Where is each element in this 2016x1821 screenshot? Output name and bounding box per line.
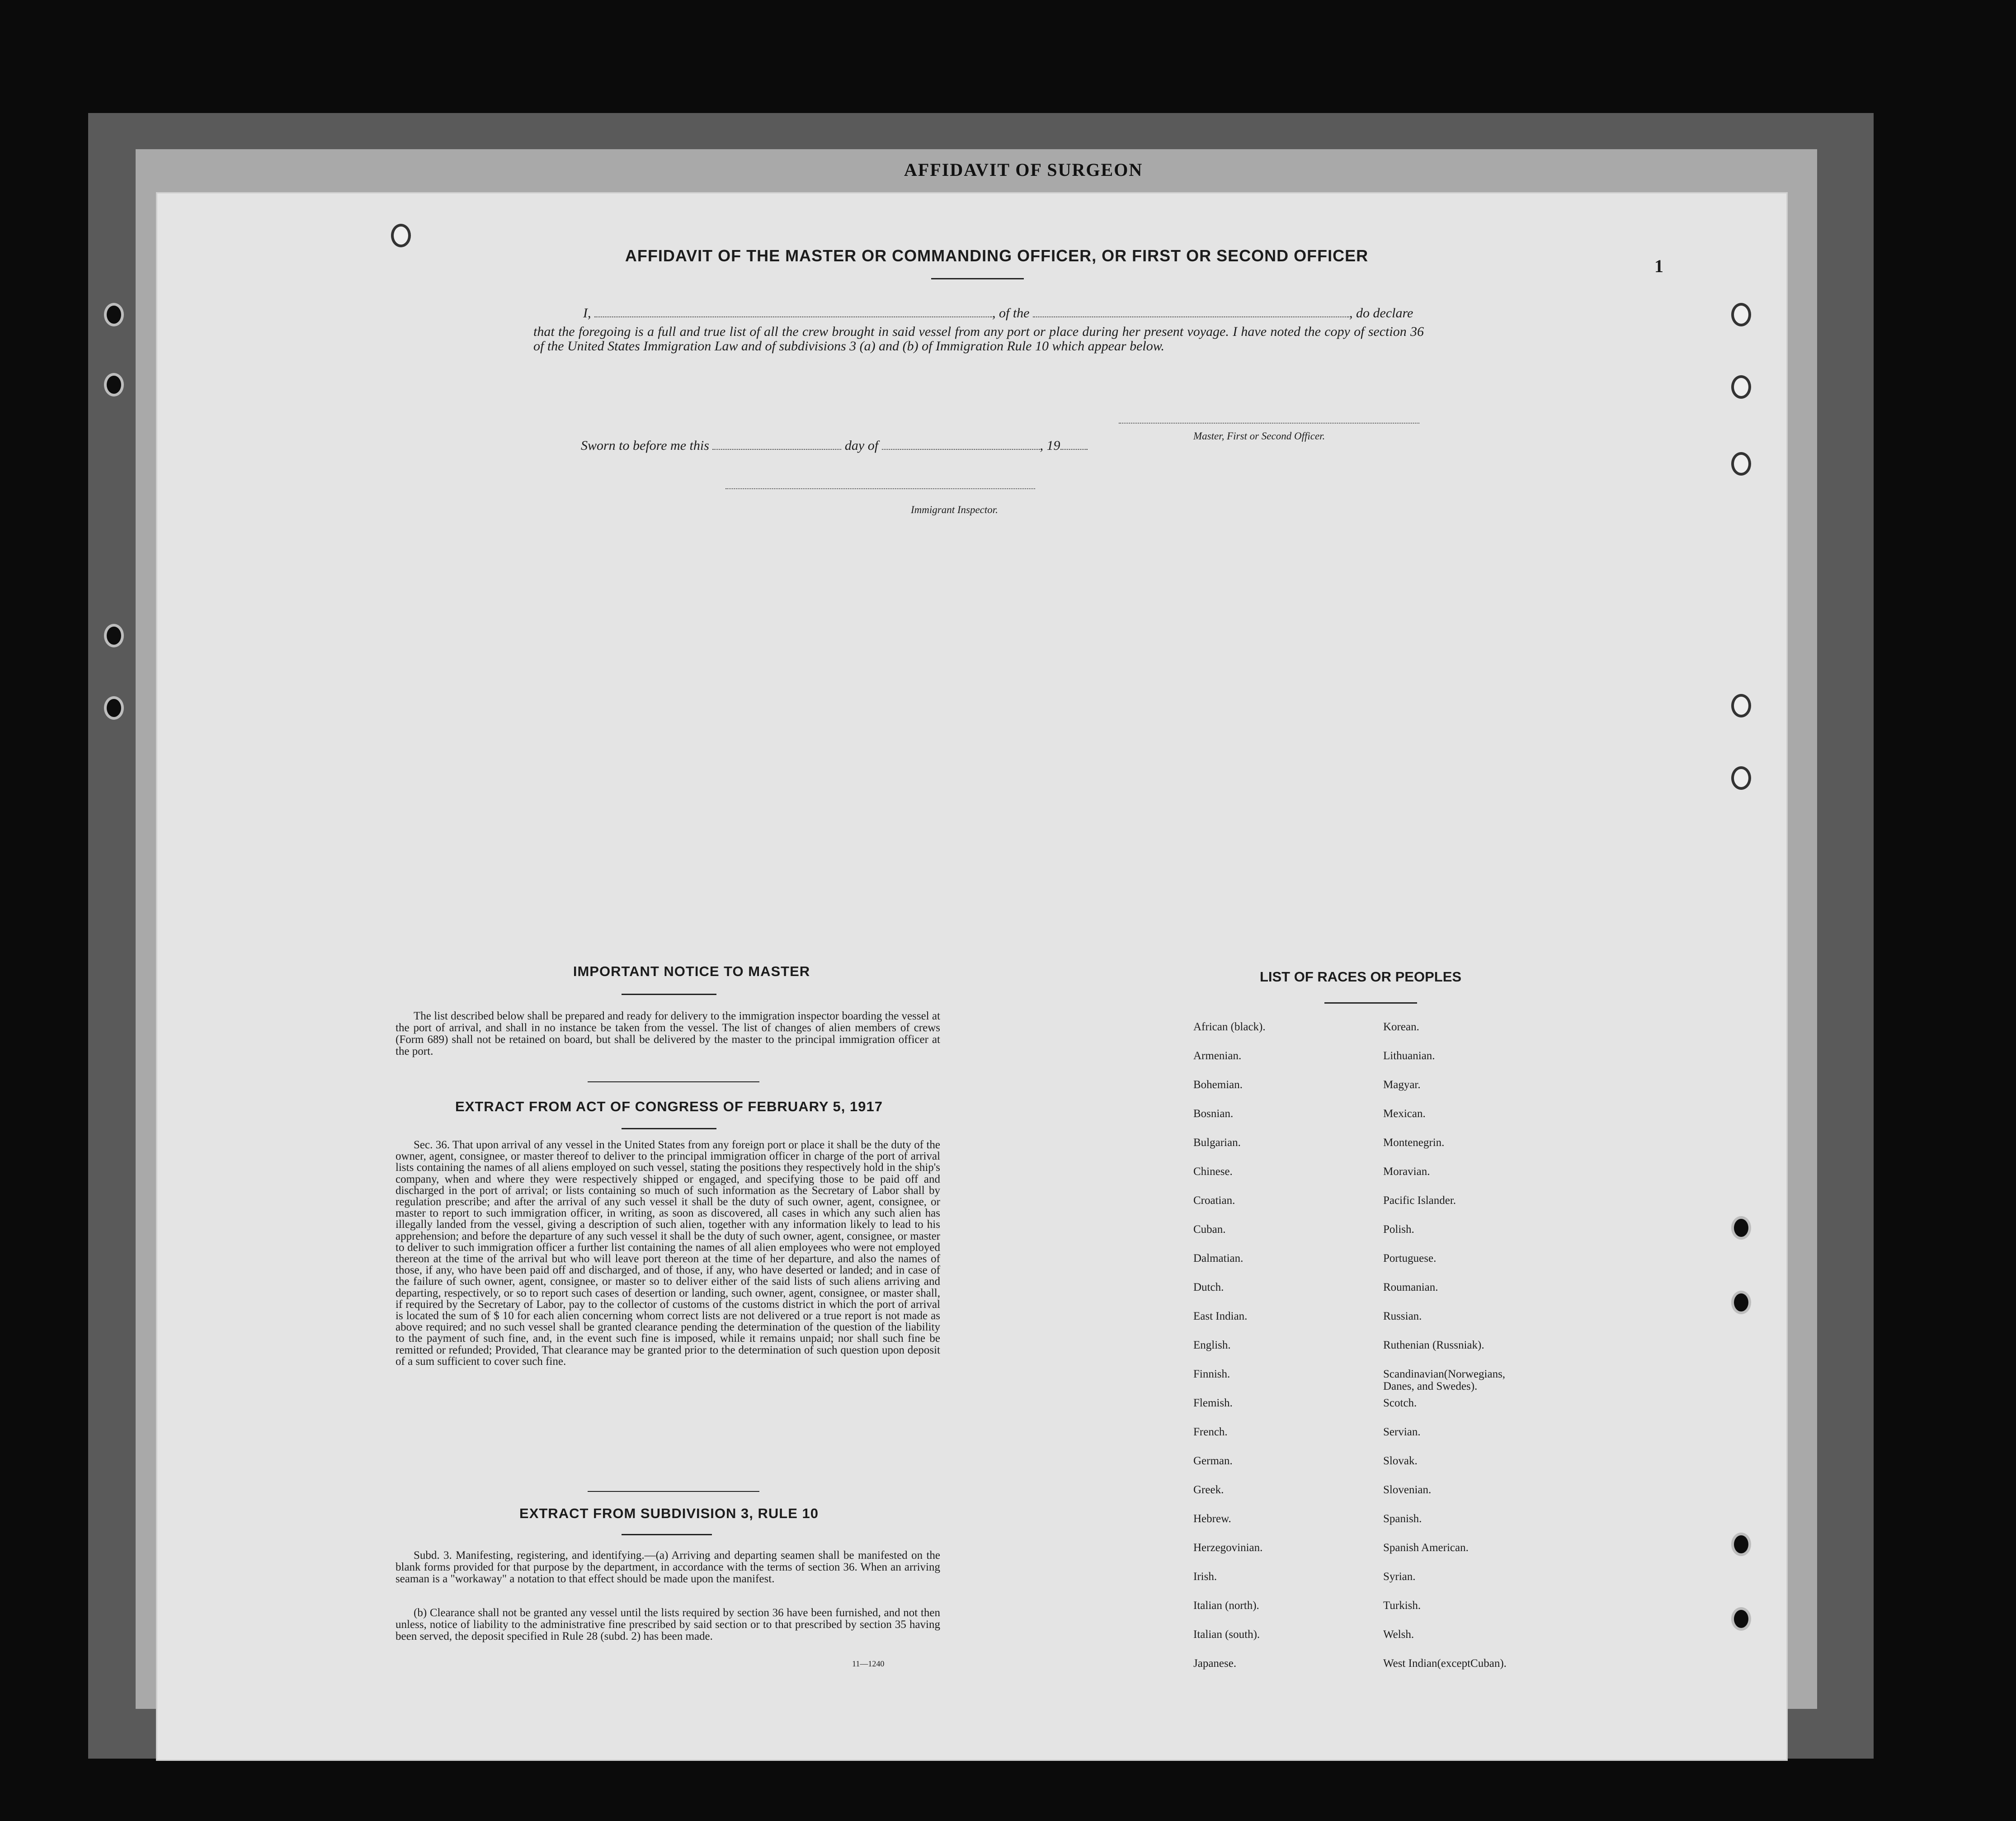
race-item: Turkish. xyxy=(1383,1599,1421,1612)
title-rule xyxy=(931,278,1024,279)
race-item: Welsh. xyxy=(1383,1628,1414,1641)
race-item: Italian (north). xyxy=(1193,1599,1259,1612)
race-item: Servian. xyxy=(1383,1426,1421,1438)
race-item: English. xyxy=(1193,1339,1231,1351)
rule-extract-title: EXTRACT FROM SUBDIVISION 3, RULE 10 xyxy=(519,1505,819,1521)
punch-hole xyxy=(1731,1533,1751,1556)
affidavit-title: AFFIDAVIT OF THE MASTER OR COMMANDING OFFICER, OR FIRST OR SECOND OFFICER xyxy=(625,246,1369,265)
punch-hole xyxy=(1731,1607,1751,1631)
inspector-signature-line[interactable] xyxy=(725,488,1035,489)
race-item: Mexican. xyxy=(1383,1108,1426,1120)
races-right-column xyxy=(1383,1013,1573,1678)
race-item: African (black). xyxy=(1193,1021,1266,1033)
background-sheet-heading: AFFIDAVIT OF SURGEON xyxy=(904,160,1143,180)
race-item: Ruthenian (Russniak). xyxy=(1383,1339,1484,1351)
race-item: Cuban. xyxy=(1193,1223,1226,1236)
punch-hole xyxy=(391,224,411,247)
race-item: Bohemian. xyxy=(1193,1079,1243,1091)
race-item: Hebrew. xyxy=(1193,1513,1231,1525)
race-item: Irish. xyxy=(1193,1571,1217,1583)
race-item: Bulgarian. xyxy=(1193,1137,1241,1149)
notice-title: IMPORTANT NOTICE TO MASTER xyxy=(573,963,810,979)
rule-extract-rule xyxy=(622,1534,712,1535)
race-item: Herzegovinian. xyxy=(1193,1542,1263,1554)
race-item: Russian. xyxy=(1383,1310,1422,1322)
sworn-year: , 19 xyxy=(1040,438,1060,453)
sworn-month-field[interactable] xyxy=(882,449,1040,450)
race-item: Flemish. xyxy=(1193,1397,1233,1409)
race-item: Roumanian. xyxy=(1383,1281,1438,1293)
race-item: Scandinavian(Norwegians, Danes, and Swedes). xyxy=(1383,1368,1506,1392)
race-item: Greek. xyxy=(1193,1484,1224,1496)
punch-hole xyxy=(1731,1216,1751,1240)
declaration-declare: , do declare xyxy=(1349,306,1413,321)
page-mark: 1 xyxy=(1654,256,1663,276)
sworn-day-of: day of xyxy=(844,438,879,453)
notice-divider xyxy=(588,1081,759,1082)
rule-extract-text-a: Subd. 3. Manifesting, registering, and identifying.—(a) Arriving and departing seamen shall be manifested on the blank forms provided for that purpose by the department, in accordance with the terms of section 36. When an arriving seaman is a "workaway" a notation to that effect should be made upon the manifest. xyxy=(396,1549,940,1585)
race-item: Armenian. xyxy=(1193,1050,1242,1062)
punch-hole xyxy=(1731,375,1751,399)
punch-hole xyxy=(104,624,124,647)
punch-hole xyxy=(104,373,124,396)
race-item: Lithuanian. xyxy=(1383,1050,1435,1062)
race-item: Slovak. xyxy=(1383,1455,1418,1467)
race-item: Italian (south). xyxy=(1193,1628,1260,1641)
race-item: Magyar. xyxy=(1383,1079,1421,1091)
punch-hole xyxy=(1731,1291,1751,1314)
races-title: LIST OF RACES OR PEOPLES xyxy=(1259,969,1462,985)
race-item: Finnish. xyxy=(1193,1368,1230,1380)
race-item: Polish. xyxy=(1383,1223,1414,1236)
act-divider xyxy=(588,1491,759,1492)
race-item: Bosnian. xyxy=(1193,1108,1234,1120)
sworn-day-field[interactable] xyxy=(712,449,841,450)
inspector-caption: Immigrant Inspector. xyxy=(911,504,998,515)
sworn-line xyxy=(581,439,1168,453)
race-item: Korean. xyxy=(1383,1021,1419,1033)
punch-hole xyxy=(104,696,124,720)
sworn-prefix: Sworn to before me this xyxy=(581,438,709,453)
race-item: Pacific Islander. xyxy=(1383,1194,1456,1207)
declaration-of-the: , of the xyxy=(992,306,1030,321)
declaration-i: I, xyxy=(583,306,591,321)
race-item: Chinese. xyxy=(1193,1165,1233,1178)
race-item: Portuguese. xyxy=(1383,1252,1437,1264)
act-extract-rule xyxy=(622,1128,716,1129)
declaration-line xyxy=(533,306,1424,321)
race-item: Dalmatian. xyxy=(1193,1252,1244,1264)
punch-hole xyxy=(1731,694,1751,717)
race-item: Spanish American. xyxy=(1383,1542,1469,1554)
sworn-year-field[interactable] xyxy=(1060,449,1088,450)
declaration-text: that the foregoing is a full and true list of all the crew brought in said vessel from any port or place during her present voyage. I have noted the copy of section 36 of the United States Immigration Law and of subdivisions 3 (a) and (b) of Immigration Rule 10 which appear below. xyxy=(533,324,1424,354)
notice-rule xyxy=(622,994,716,995)
races-rule xyxy=(1324,1002,1417,1004)
act-extract-title: EXTRACT FROM ACT OF CONGRESS OF FEBRUARY 5, 1917 xyxy=(455,1099,883,1114)
master-caption: Master, First or Second Officer. xyxy=(1193,430,1325,442)
notice-text: The list described below shall be prepared and ready for delivery to the immigration inspector boarding the vessel at the port of arrival, and shall in no instance be taken from the vessel. The list of changes of alien members of crews (Form 689) shall not be retained on board, but shall be delivered by the master to the principal immigration officer at the port. xyxy=(396,1010,940,1057)
punch-hole xyxy=(104,303,124,326)
master-signature-line[interactable] xyxy=(1119,423,1419,424)
race-item: French. xyxy=(1193,1426,1228,1438)
race-item: Montenegrin. xyxy=(1383,1137,1445,1149)
name-field[interactable] xyxy=(594,316,992,317)
race-item: Scotch. xyxy=(1383,1397,1417,1409)
race-item: Syrian. xyxy=(1383,1571,1416,1583)
vessel-field[interactable] xyxy=(1033,316,1349,317)
race-item: German. xyxy=(1193,1455,1233,1467)
race-item: Japanese. xyxy=(1193,1657,1237,1670)
punch-hole xyxy=(1731,303,1751,326)
punch-hole xyxy=(1731,452,1751,476)
race-item: Spanish. xyxy=(1383,1513,1422,1525)
form-number: 11—1240 xyxy=(852,1659,885,1668)
act-extract-text: Sec. 36. That upon arrival of any vessel in the United States from any foreign port or place it shall be the duty of the owner, agent, consignee, or master thereof to deliver to the principal immigration officer in charge of the port of arrival lists containing the names of all aliens employed on such vessel, stating the positions they respectively hold in the ship's company, when and where they were respectively shipped or engaged, and specifying those to be paid off and discharged in the port of arrival; or lists containing so much of such information as the Secretary of Labor shall by regulation prescribe; and after the arrival of any such vessel it shall be the duty of such owner, agent, consignee, or master to report to such immigration officer, in writing, as soon as discovered, all cases in which any such alien has illegally landed from the vessel, giving a description of such alien, together with any information likely to lead to his apprehension; and before the departure of any such vessel it shall be the duty of such owner, agent, consignee, or master to deliver to such immigration officer a further list containing the names of all alien employees who were not employed thereon at the time of the arrival but who will leave port thereon at the time of her departure, and also the names of those, if any, who have been paid off and discharged, and of those, if any, who have deserted or landed; and in case of the failure of such owner, agent, consignee, or master so to deliver either of the said lists of such aliens arriving and departing, respectively, or so to report such cases of desertion or landing, such owner, agent, consignee, or master shall, if required by the Secretary of Labor, pay to the collector of customs of the customs district in which the port of arrival is located the sum of $ 10 for each alien concerning whom correct lists are not delivered or a true report is not made as above required; and no such vessel shall be granted clearance pending the determination of the question of the liability to the payment of such fine, and, in the event such fine is imposed, while it remains unpaid; nor shall such fine be remitted or refunded; Provided, That clearance may be granted prior to the determination of such question upon deposit of a sum sufficient to cover such fine. xyxy=(396,1139,940,1368)
rule-extract-text-b: (b) Clearance shall not be granted any vessel until the lists required by section 36 have been furnished, and not then unless, notice of liability to the administrative fine prescribed by said section or to that prescribed by section 35 having been served, the deposit specified in Rule 28 (subd. 2) has been made. xyxy=(396,1607,940,1642)
punch-hole xyxy=(1731,766,1751,790)
race-item: Dutch. xyxy=(1193,1281,1224,1293)
race-item: Moravian. xyxy=(1383,1165,1430,1178)
race-item: Croatian. xyxy=(1193,1194,1235,1207)
race-item: Slovenian. xyxy=(1383,1484,1432,1496)
races-left-column xyxy=(1193,1013,1383,1678)
race-item: East Indian. xyxy=(1193,1310,1248,1322)
race-item: West Indian(exceptCuban). xyxy=(1383,1657,1507,1670)
